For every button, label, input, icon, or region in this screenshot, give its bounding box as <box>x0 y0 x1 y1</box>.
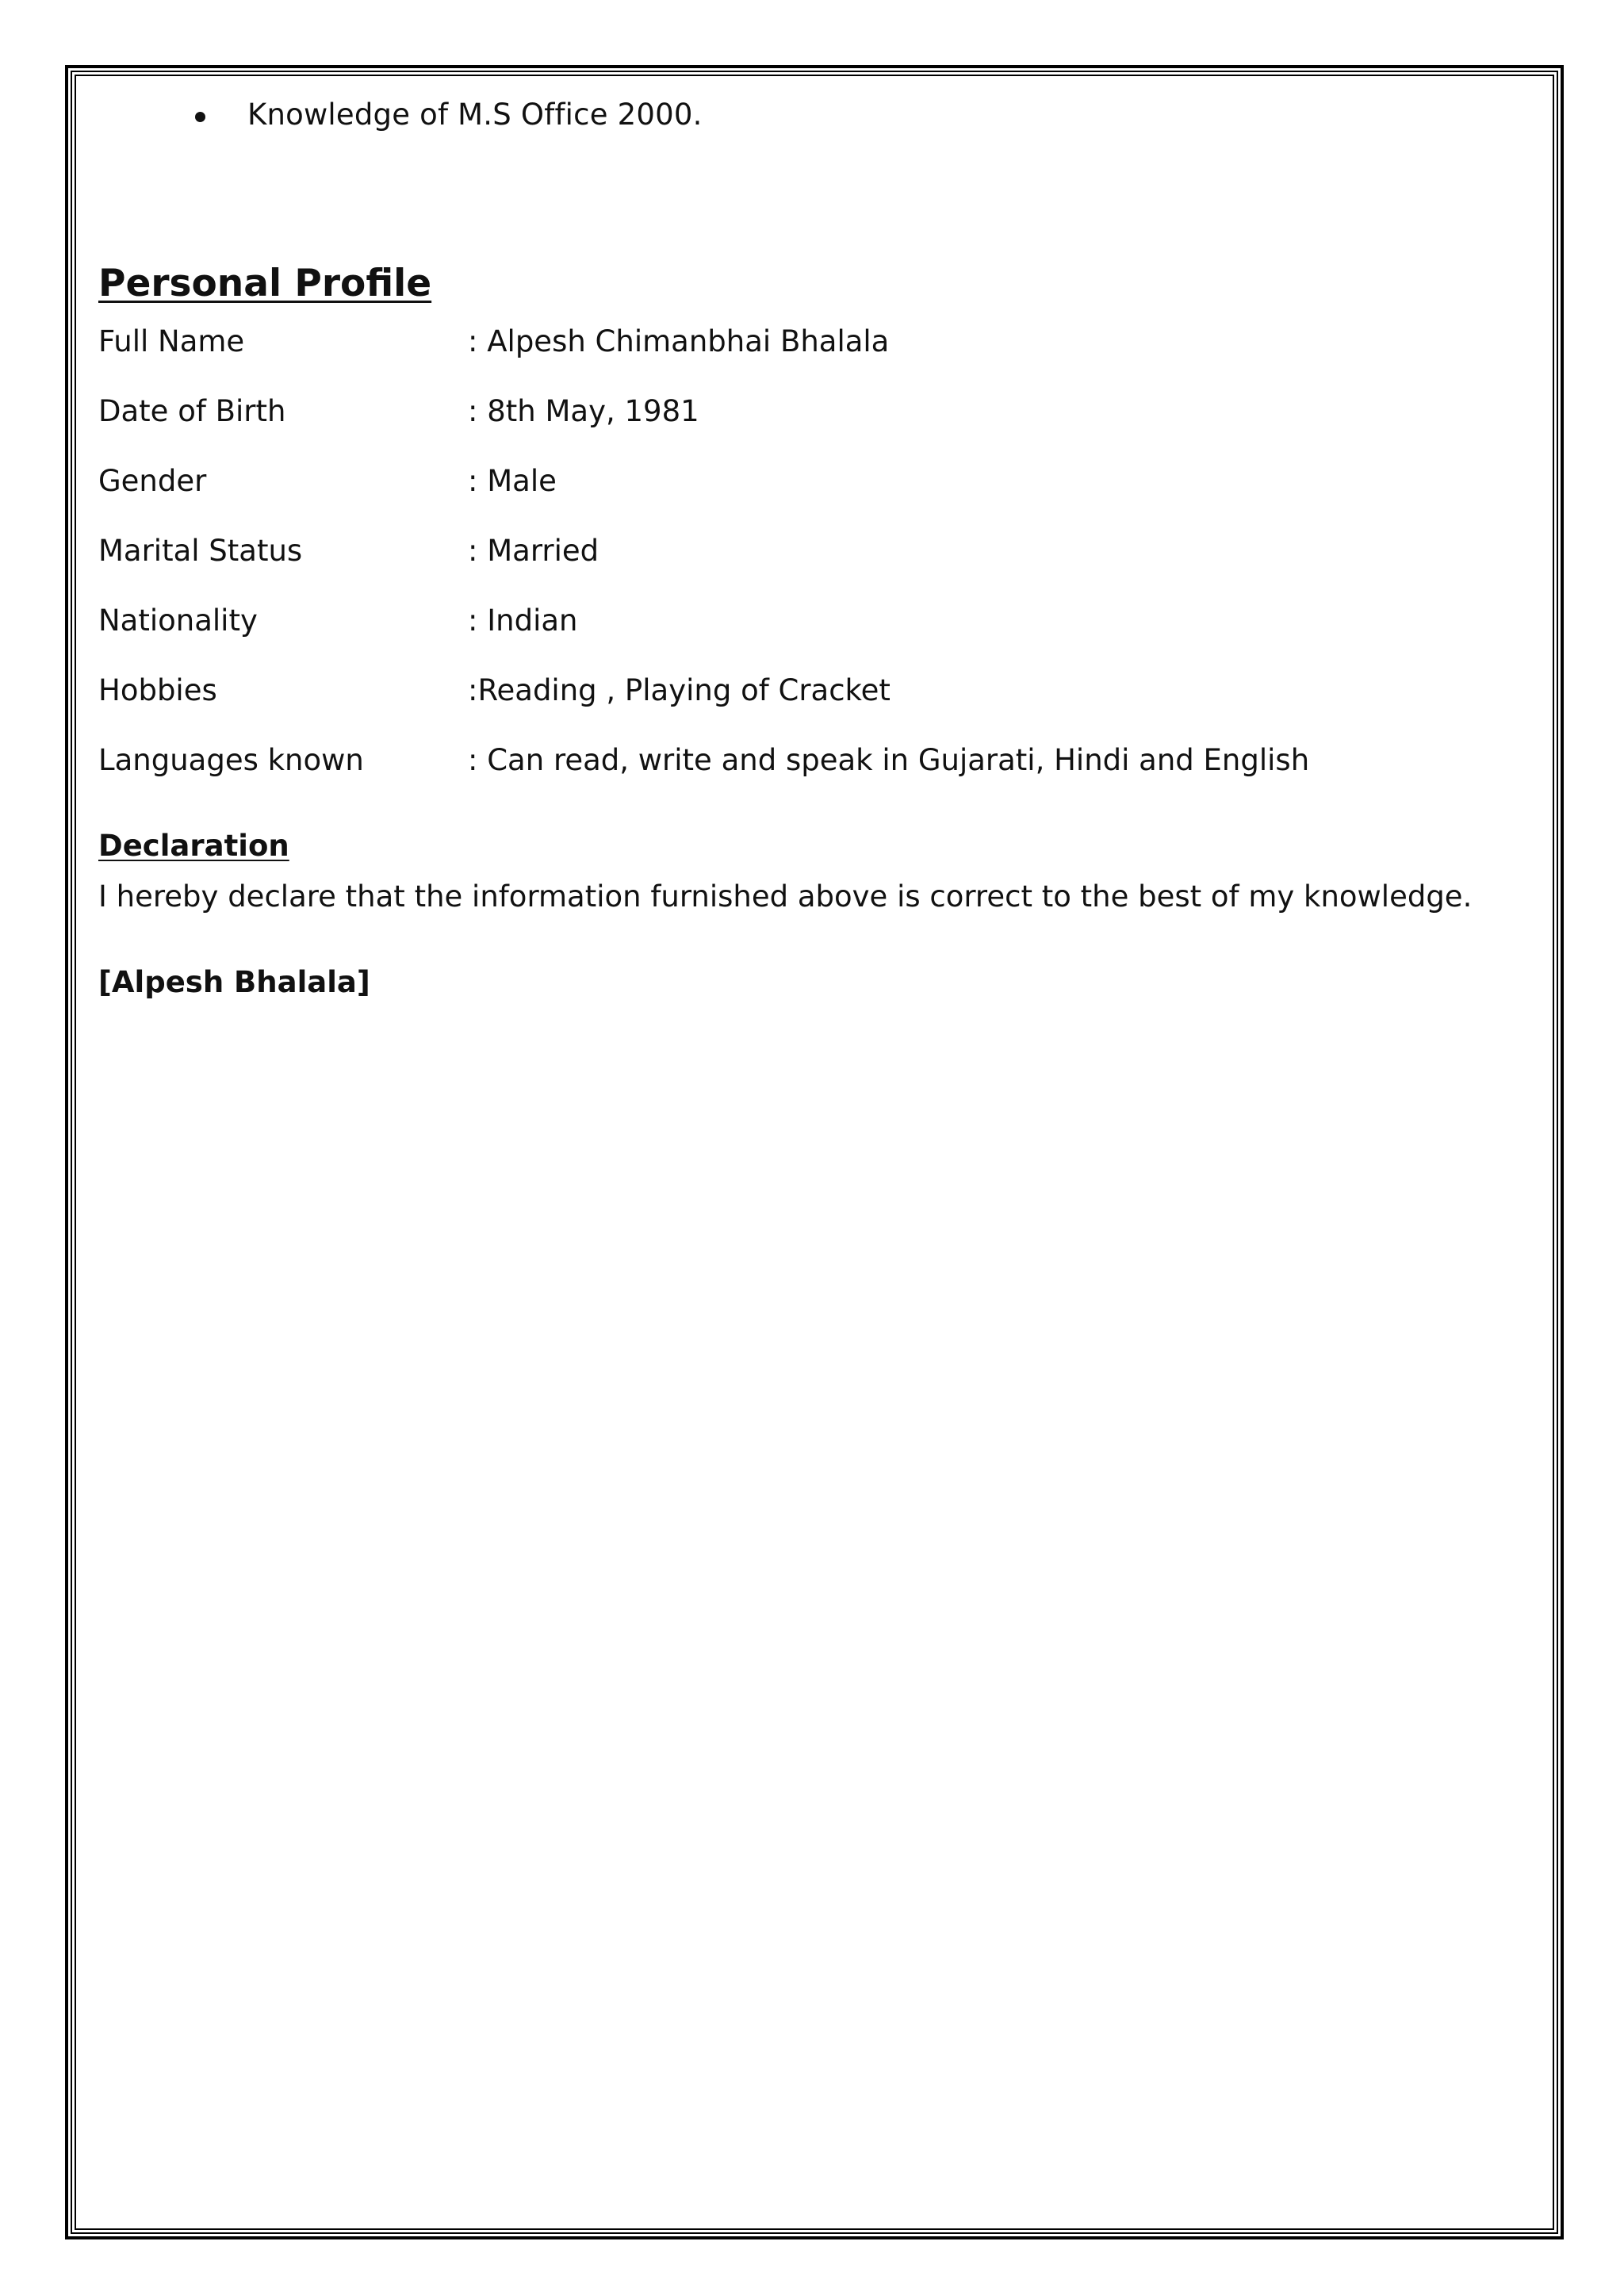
profile-label: Date of Birth <box>98 394 286 428</box>
profile-value: : Can read, write and speak in Gujarati, Hindi and English <box>468 743 1310 777</box>
profile-value: :Reading , Playing of Cracket <box>468 673 891 707</box>
profile-label: Gender <box>98 464 207 498</box>
profile-value: : Indian <box>468 603 578 638</box>
skill-text: Knowledge of M.S Office 2000. <box>247 98 703 132</box>
profile-label: Languages known <box>98 743 364 777</box>
declaration-heading: Declaration <box>98 829 289 863</box>
personal-profile-heading: Personal Profile <box>98 262 432 305</box>
profile-value: : Male <box>468 464 557 498</box>
profile-label: Nationality <box>98 603 258 638</box>
signature-name: [Alpesh Bhalala] <box>98 965 370 999</box>
profile-value: : Married <box>468 534 599 568</box>
declaration-text: I hereby declare that the information furnished above is correct to the best of my knowledge. <box>98 879 1473 914</box>
profile-label: Marital Status <box>98 534 303 568</box>
profile-value: : 8th May, 1981 <box>468 394 699 428</box>
profile-label: Full Name <box>98 324 245 358</box>
profile-value: : Alpesh Chimanbhai Bhalala <box>468 324 890 358</box>
bullet-icon <box>195 112 205 122</box>
page-border-inner <box>75 75 1554 2230</box>
profile-label: Hobbies <box>98 673 217 707</box>
